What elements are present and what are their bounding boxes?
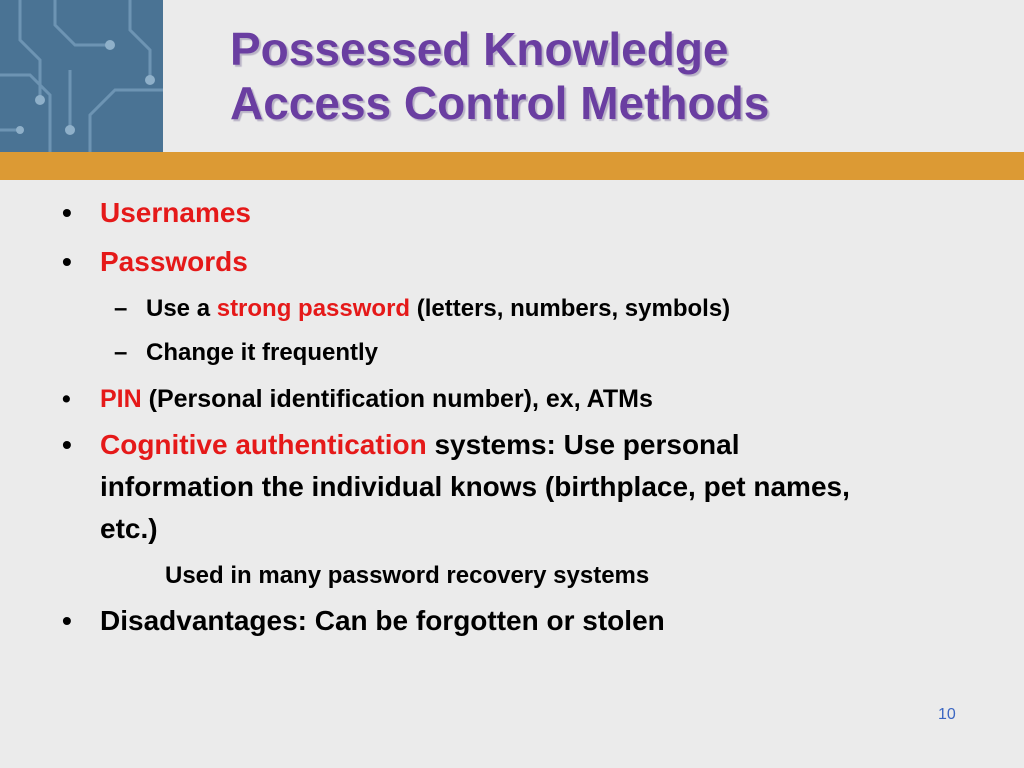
bullet-usernames [62, 192, 920, 234]
recovery-text: Used in many password recovery systems [165, 562, 650, 589]
cognitive-highlight: Cognitive authentication [100, 429, 427, 460]
title-line-1: Possessed Knowledge [230, 23, 729, 75]
strong-suffix: (letters, numbers, symbols) [410, 295, 731, 322]
pin-highlight: PIN [100, 385, 142, 413]
bullet-disadvantages [62, 600, 920, 642]
passwords-text: Passwords [100, 246, 248, 277]
cognitive-rest: systems: Use personal information the individual knows (birthplace, pet names, etc.) [100, 429, 850, 544]
bullet-marker: • [62, 197, 72, 228]
bullet-marker: • [62, 385, 71, 413]
circuit-board-decoration [0, 0, 163, 152]
dash-marker: – [114, 295, 128, 322]
title-divider-band [0, 152, 1024, 180]
bullet-pin [62, 378, 920, 420]
bullet-marker: • [62, 246, 72, 277]
recovery-note [165, 561, 649, 591]
pin-rest: (Personal identification number), ex, ATMs [141, 385, 653, 413]
usernames-text: Usernames [100, 197, 251, 228]
slide-title [230, 22, 769, 130]
change-text: Change it frequently [146, 339, 379, 366]
strong-prefix: Use a [146, 295, 217, 322]
bullet-marker: • [62, 605, 72, 636]
page-number: 10 [938, 706, 956, 723]
dash-marker: – [114, 339, 128, 366]
subbullet-change [114, 338, 379, 368]
title-line-2: Access Control Methods [230, 77, 770, 129]
bullet-cognitive [62, 424, 900, 550]
subbullet-strong-password [114, 294, 731, 324]
strong-highlight: strong password [216, 295, 411, 322]
bullet-marker: • [62, 429, 72, 460]
bullet-passwords [62, 241, 920, 283]
disadvantages-text: Disadvantages: Can be forgotten or stolen [100, 605, 665, 636]
